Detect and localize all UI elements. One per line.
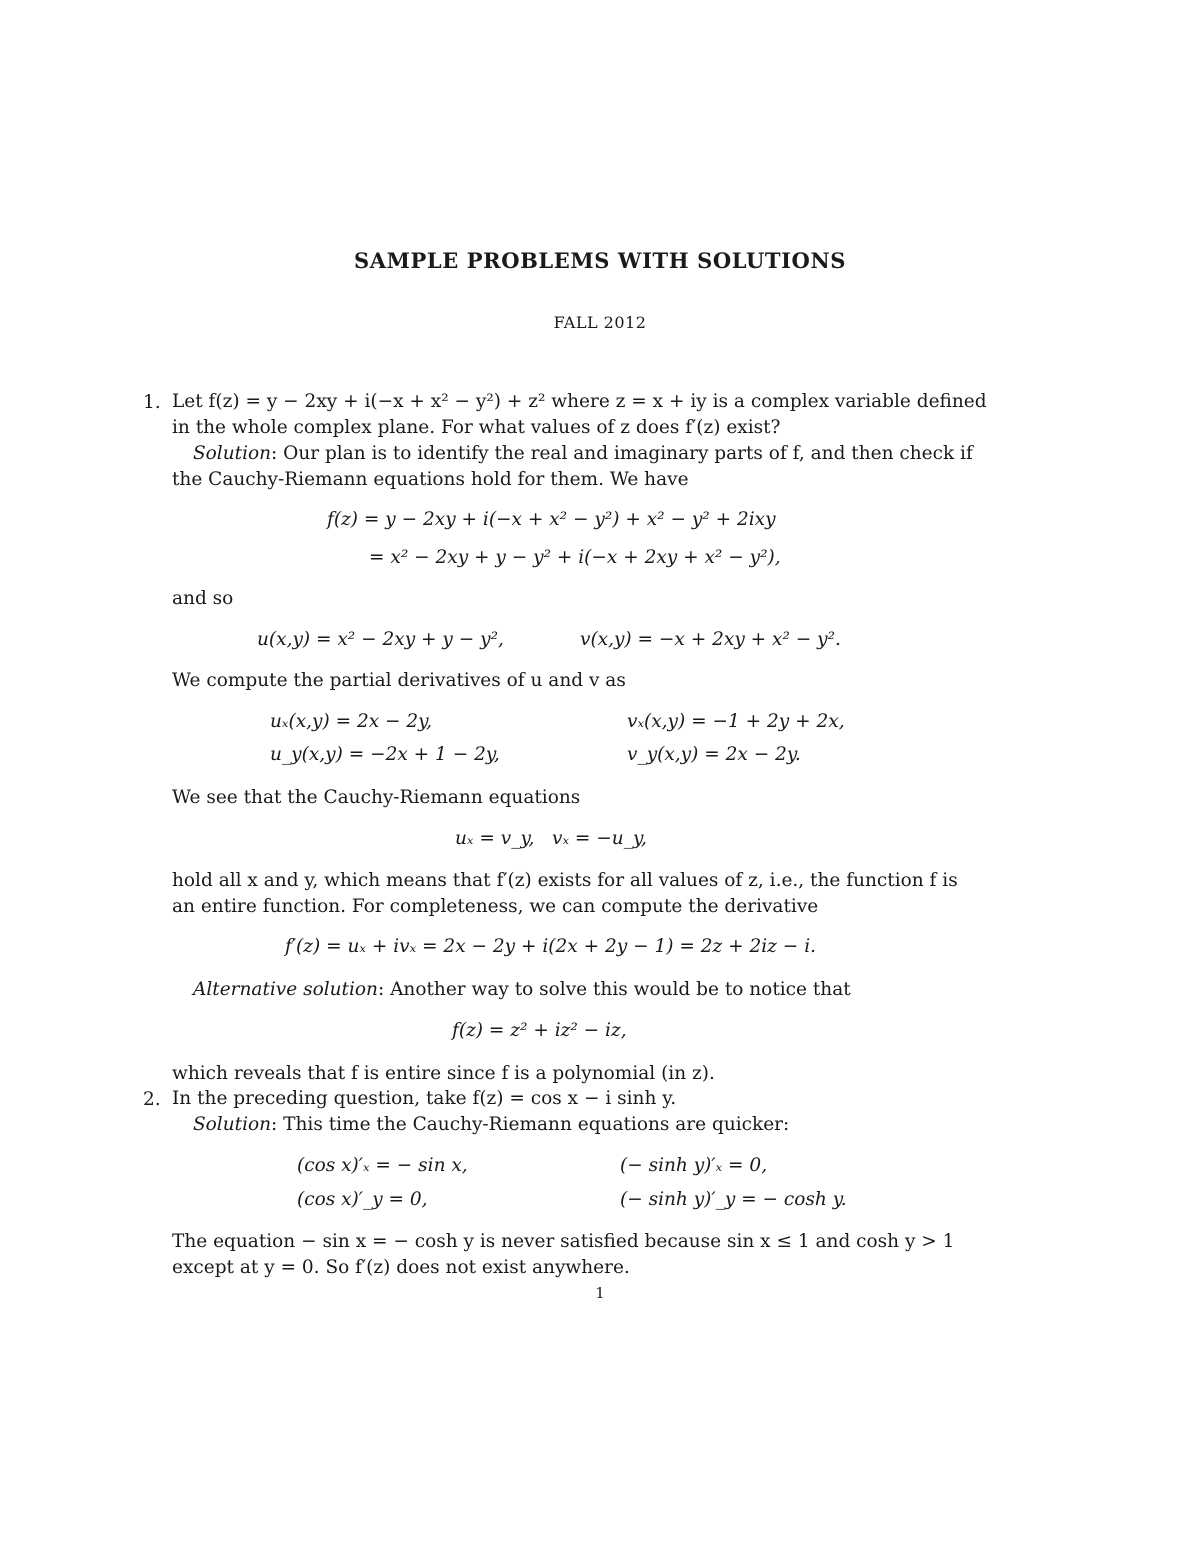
equation-u: u(x,y) = x² − 2xy + y − y², — [257, 629, 504, 650]
derivative-equation: f′(z) = uₓ + ivₓ = 2x − 2y + i(2x + 2y − 1) = 2z + 2iz − i. — [285, 936, 816, 957]
equation-vy: v_y(x,y) = 2x − 2y. — [627, 744, 801, 765]
equation-f-rearranged: = x² − 2xy + y − y² + i(−x + 2xy + x² − y²), — [369, 547, 781, 568]
solution-text: : Our plan is to identify the real and imaginary parts of f, and then check if — [271, 443, 973, 464]
hold-text-line-1: hold all x and y, which means that f′(z) exists for all values of z, i.e., the function f is — [172, 870, 958, 891]
problem-1-number: 1. — [143, 392, 161, 413]
page-number: 1 — [595, 1284, 605, 1302]
alternative-solution-text: : Another way to solve this would be to notice that — [377, 979, 851, 1000]
problem-2-solution-line — [193, 1112, 789, 1138]
alternative-solution-line — [193, 977, 851, 1003]
equation-f-expanded: f(z) = y − 2xy + i(−x + x² − y²) + x² − y² + 2ixy — [327, 509, 776, 530]
page-subtitle: FALL 2012 — [553, 313, 647, 332]
cauchy-riemann-intro: We see that the Cauchy-Riemann equations — [172, 787, 581, 808]
solution-label: Solution — [193, 443, 272, 464]
problem-2-solution-label: Solution — [193, 1114, 272, 1135]
equation-vx: vₓ(x,y) = −1 + 2y + 2x, — [627, 711, 845, 732]
problem-2-conclusion-line-2: except at y = 0. So f′(z) does not exist anywhere. — [172, 1257, 630, 1278]
equation-sinh-y-partial-y: (− sinh y)′_y = − cosh y. — [620, 1189, 847, 1210]
equation-cos-x-partial-y: (cos x)′_y = 0, — [297, 1189, 428, 1210]
problem-1-solution-line-1 — [193, 441, 973, 467]
and-so-text: and so — [172, 588, 234, 609]
equation-uy: u_y(x,y) = −2x + 1 − 2y, — [270, 744, 500, 765]
alternative-solution-label: Alternative solution — [193, 979, 378, 1000]
reveals-text: which reveals that f is entire since f is a polynomial (in z). — [172, 1063, 715, 1084]
problem-2-statement: In the preceding question, take f(z) = cos x − i sinh y. — [172, 1088, 677, 1109]
problem-1-statement-line-1: Let f(z) = y − 2xy + i(−x + x² − y²) + z² where z = x + iy is a complex variable defined — [172, 391, 987, 412]
problem-2-solution-text: : This time the Cauchy-Riemann equations are quicker: — [271, 1114, 790, 1135]
page-title: SAMPLE PROBLEMS WITH SOLUTIONS — [353, 248, 847, 273]
equation-v: v(x,y) = −x + 2xy + x² − y². — [580, 629, 841, 650]
cr-equation-2: vₓ = −u_y, — [552, 828, 647, 849]
equation-sinh-y-partial-x: (− sinh y)′ₓ = 0, — [620, 1155, 768, 1176]
equation-ux: uₓ(x,y) = 2x − 2y, — [270, 711, 433, 732]
cr-equation-1: uₓ = v_y, — [455, 828, 535, 849]
problem-1-statement-line-2: in the whole complex plane. For what values of z does f′(z) exist? — [172, 417, 781, 438]
problem-1-solution-line-2: the Cauchy-Riemann equations hold for them. We have — [172, 469, 689, 490]
hold-text-line-2: an entire function. For completeness, we can compute the derivative — [172, 896, 819, 917]
alternative-equation: f(z) = z² + iz² − iz, — [452, 1020, 627, 1041]
problem-2-conclusion-line-1: The equation − sin x = − cosh y is never satisfied because sin x ≤ 1 and cosh y > 1 — [172, 1231, 955, 1252]
equation-cos-x-partial-x: (cos x)′ₓ = − sin x, — [297, 1155, 468, 1176]
problem-2-number: 2. — [143, 1089, 161, 1110]
compute-partials-text: We compute the partial derivatives of u and v as — [172, 670, 626, 691]
